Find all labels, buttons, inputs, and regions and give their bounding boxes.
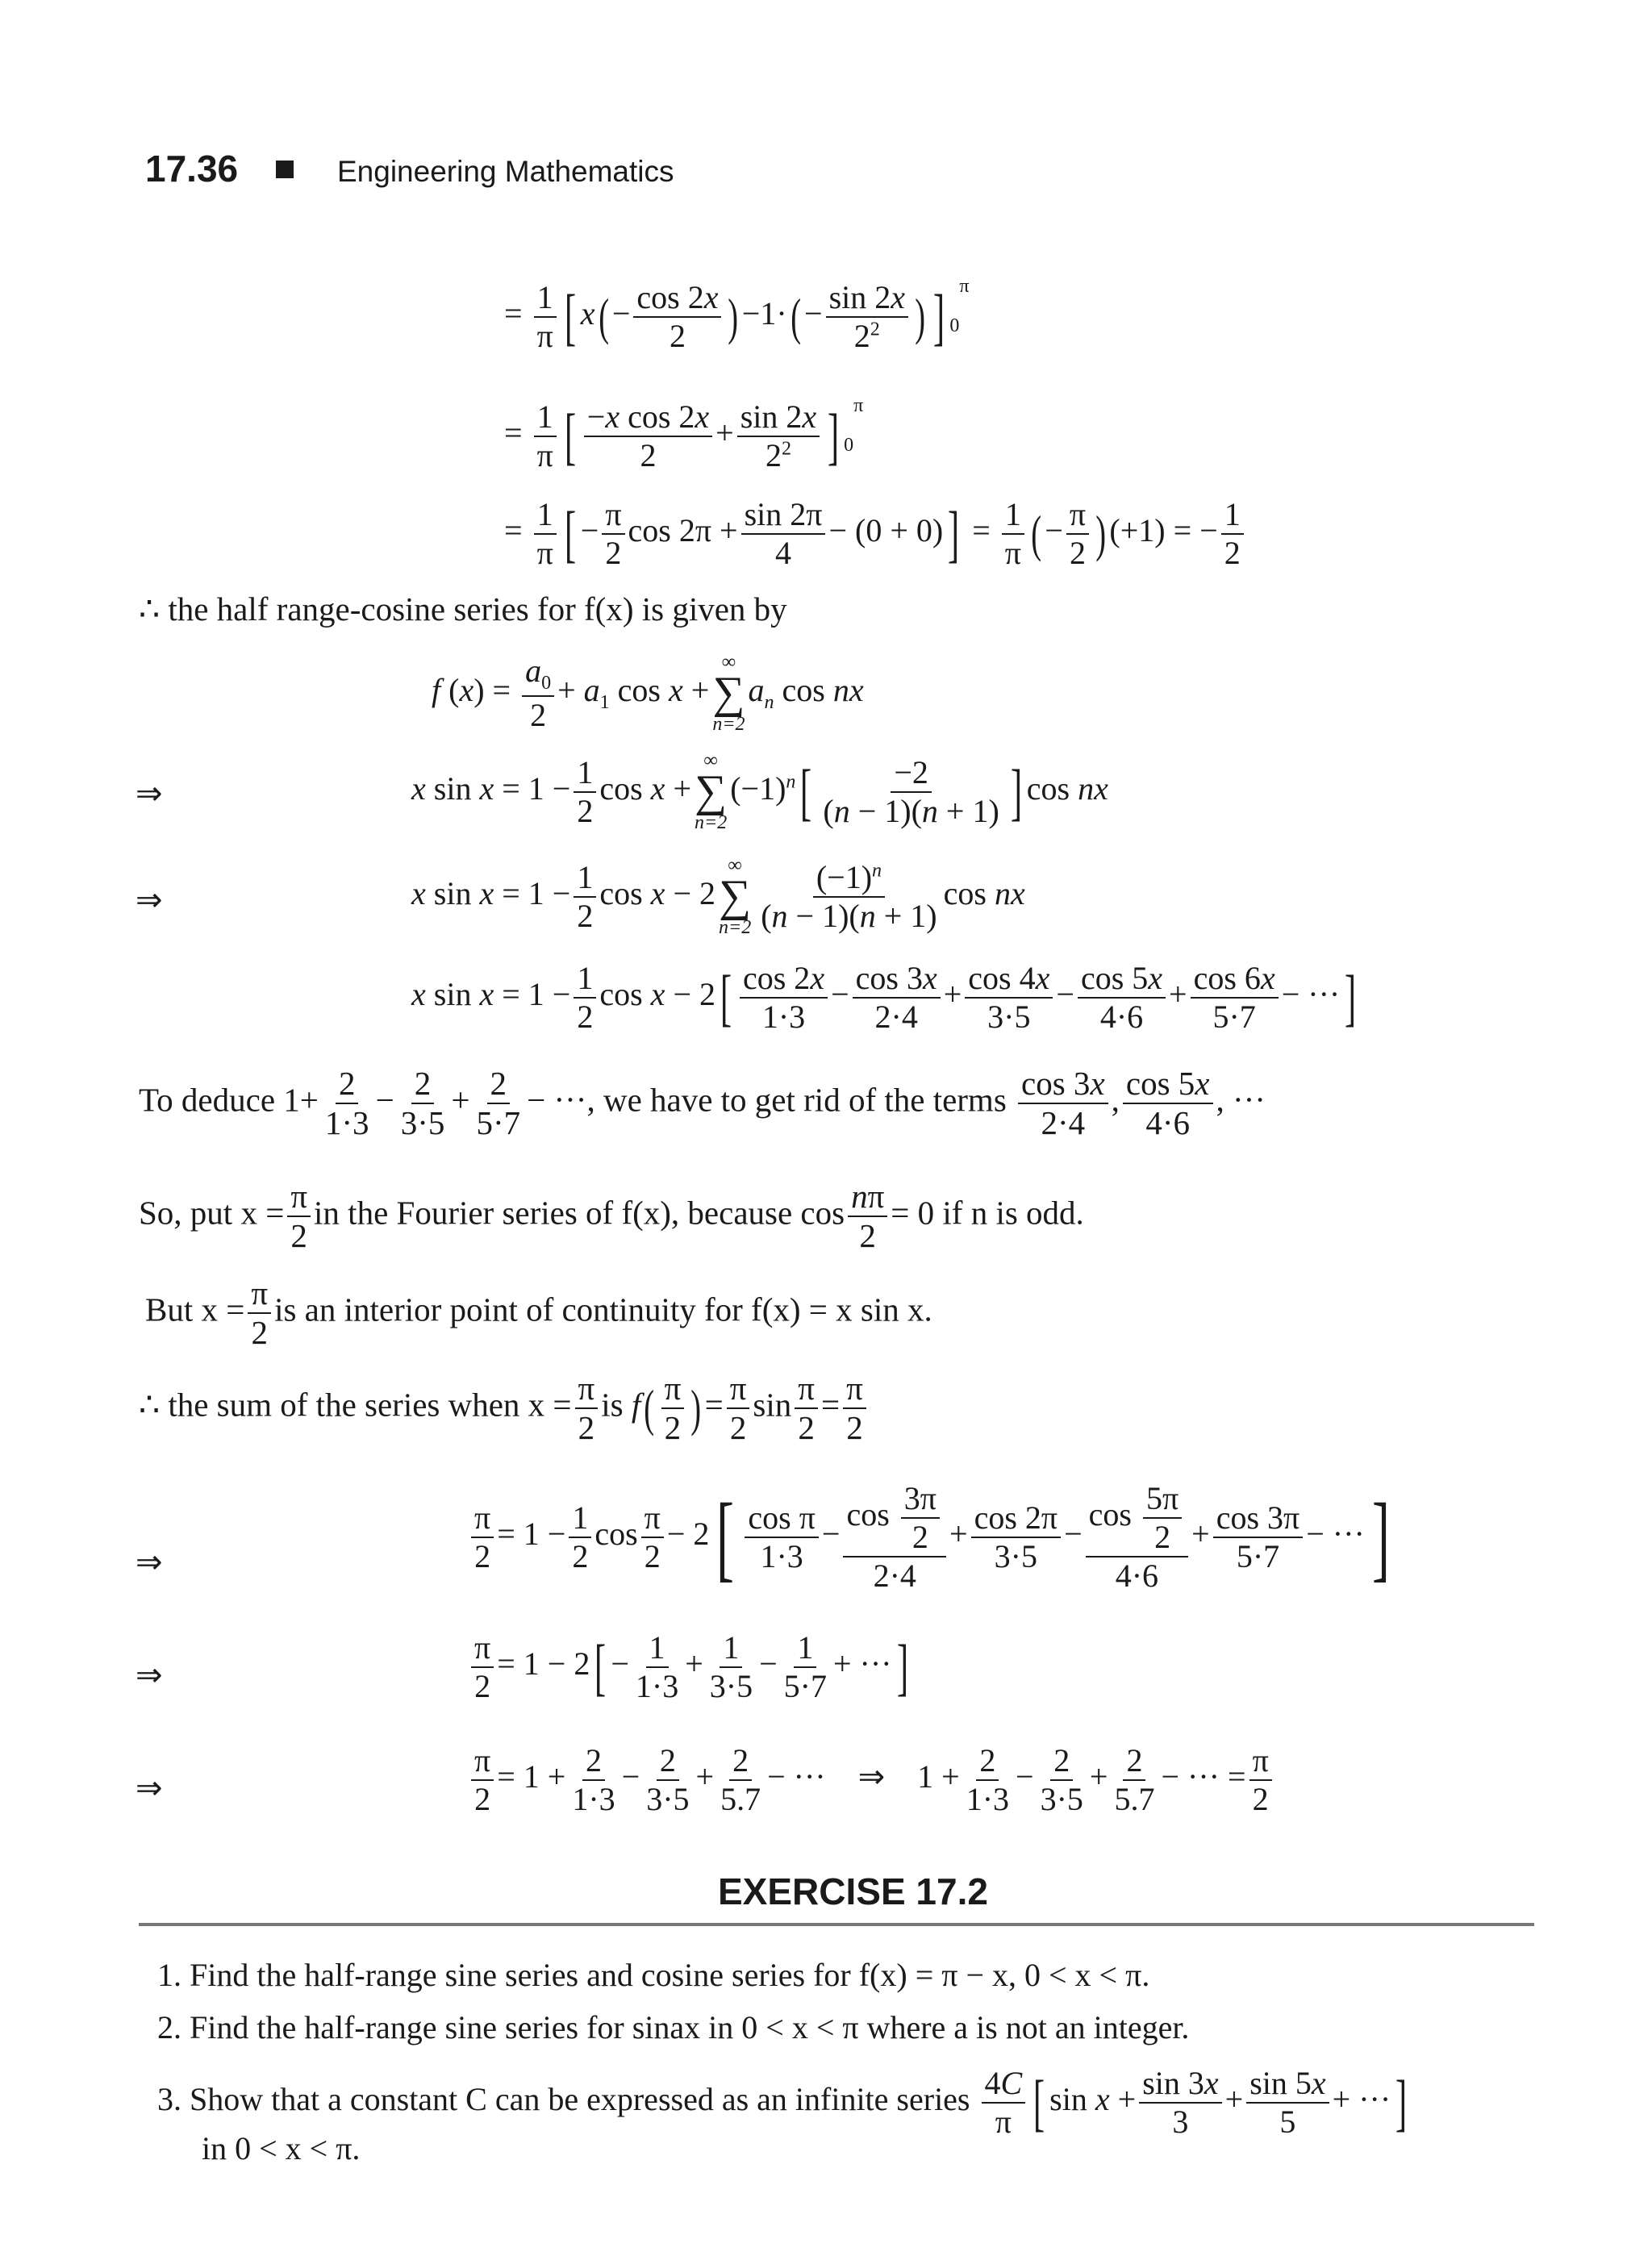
but-line-text: But x = [145, 1291, 245, 1328]
equation-xsinx-3: x sin x = 1 − $\frac{1}{2}$ cos x − 2[ $\frac{\cos 2x}{1\cdot 3}$ − $\frac{\cos 3x}{2\cdot 4}$ + $\frac{\cos 4x}{3\cdot 5}$ − $\frac{\cos 5x}{4\cdot 6}$ + $\frac{\cos 6x}{5\cdot 7}$ − ···] [411, 960, 1357, 1035]
sum-line: ∴ the sum of the series when x = $\frac{\pi}{2}$ is f( $\frac{\pi}{2}$ ) = $\frac{\pi}{2}$ sin $\frac{\pi}{2}$ = $\frac{\pi}{2}$ [139, 1370, 870, 1447]
exercise-title: EXERCISE 17.2 [718, 1870, 988, 1912]
equation-pi-over-2-1: $\frac{\pi}{2}$ = 1 − $\frac{1}{2}$ cos $\frac{\pi}{2}$ − 2[ $\frac{\text{cos π}}{1\cdot 3}$ − cos $\frac{3\pi}{2}$ 2·4 + $\frac{\cos 2\pi}{3\cdot 5}$ − cos $\frac{5\pi}{2}$ 4·6 + $\frac{\cos 3\pi}{5\cdot 7}$ − ···] [468, 1480, 1397, 1595]
equation-fx-series: f (x) = $\frac{a_0}{2}$ + $a_1$ cos x + ∞ ∑ n=2 $a_n$ cos nx [432, 652, 864, 735]
exercise-item-text: Find the half-range sine series for sinax in 0 < x < π where a is not an integer. [190, 2009, 1190, 2045]
series-intro-text: ∴ the half range-cosine series for f(x) is given by [139, 590, 787, 628]
equation-line-3: = $\frac{1}{\pi}$ [ − $\frac{\pi}{2}$ cos 2π + $\frac{\sin 2\pi}{4}$ − (0 + 0)] = $\frac{1}{\pi}$ ( − $\frac{\pi}{2}$ ) (+1) = − $\frac{1}{2}$ [504, 496, 1247, 572]
page-number: 17.36 [145, 148, 239, 190]
deduce-line: To deduce 1+ $\frac{2}{1\cdot 3}$ − $\frac{2}{3\cdot 5}$ + $\frac{2}{5\cdot 7}$ − ···, we have to get rid of the terms $\frac{\cos 3x}{2\cdot 4}$ , $\frac{\cos 5x}{4\cdot 6}$ , ··· [139, 1065, 1266, 1142]
but-line-rest: is an interior point of continuity for f(x) = x sin x. [274, 1291, 932, 1328]
exercise-item-number: 3. [157, 2081, 181, 2118]
put-line-text: So, put x = [139, 1194, 285, 1232]
exercise-item-1 [157, 1956, 1149, 1994]
deduce-prefix: To deduce 1+ [139, 1081, 319, 1119]
implies-arrow-3: ⇒ [136, 1544, 163, 1580]
implies-arrow-4: ⇒ [136, 1657, 163, 1693]
sum-line-text: ∴ the sum of the series when x = [139, 1386, 572, 1424]
but-line: But x = $\frac{\pi}{2}$ is an interior point of continuity for f(x) = x sin x. [145, 1274, 932, 1352]
exercise-item-3-continued: in 0 < x < π. [202, 2130, 361, 2166]
deduce-mid: , we have to get rid of the terms [586, 1081, 1007, 1119]
exercise-item-number: 1. [157, 1957, 181, 1993]
header-square-icon [276, 161, 294, 178]
equation-pi-over-2-2: $\frac{\pi}{2}$ = 1 − 2[ − $\frac{1}{1\cdot 3}$ + $\frac{1}{3\cdot 5}$ − $\frac{1}{5\cdot 7}$ + ···] [468, 1629, 913, 1705]
equation-line-1: = $\frac{1}{\pi}$ [ x( − $\frac{\cos 2x}{2}$ ) −1·( − $\frac{\sin 2x}{2^2}$ ) ] $_0^\pi$ [504, 276, 970, 354]
put-line-rest: in the Fourier series of f(x), because cos [314, 1194, 845, 1232]
implies-arrow-5: ⇒ [136, 1770, 163, 1806]
put-line-end: = 0 if n is odd. [891, 1194, 1084, 1232]
exercise-item-text: Show that a constant C can be expressed as an infinite series [190, 2081, 970, 2118]
put-line: So, put x = $\frac{\pi}{2}$ in the Fourier series of f(x), because cos $\frac{n\pi}{2}$ = 0 if n is odd. [139, 1178, 1084, 1255]
equation-xsinx-2: x sin x = 1 − $\frac{1}{2}$ cos x − 2 ∞ ∑ n=2 $\frac{(-1)^n}{(n - 1)(n + 1)}$ cos nx [411, 855, 1025, 938]
equation-xsinx-1: x sin x = 1 − $\frac{1}{2}$ cos x + ∞ ∑ n=2 $(-1)^n$[ $\frac{-2}{(n - 1)(n + 1)}$ ] cos nx [411, 750, 1108, 833]
implies-arrow-2: ⇒ [136, 882, 163, 918]
exercise-item-2 [157, 2008, 1189, 2046]
exercise-item-text: Find the half-range sine series and cosine series for f(x) = π − x, 0 < x < π. [190, 1957, 1150, 1993]
exercise-item-3: 3. Show that a constant C can be expressed as an infinite series $\frac{4C}{\pi}$ [ sin x + $\frac{\sin 3x}{3}$ + $\frac{\sin 5x}{5}$ + ···] [157, 2065, 1408, 2140]
exercise-item-number: 2. [157, 2009, 181, 2045]
equation-line-2: = $\frac{1}{\pi}$ [ $\frac{\text{−x cos 2x}}{2}$ + $\frac{\sin 2x}{2^2}$ ] $_0^\pi$ [504, 395, 864, 473]
equation-pi-over-2-3: $\frac{\pi}{2}$ = 1 + $\frac{2}{1\cdot 3}$ − $\frac{2}{3\cdot 5}$ + $\frac{2}{5.7}$ − ··· ⇒ 1 + $\frac{2}{1\cdot 3}$ − $\frac{2}{3\cdot 5}$ + $\frac{2}{5.7}$ − ··· = $\frac{\pi}{2}$ [468, 1742, 1275, 1818]
exercise-divider [139, 1923, 1534, 1926]
book-title: Engineering Mathematics [337, 155, 674, 188]
implies-arrow-1: ⇒ [136, 775, 163, 811]
